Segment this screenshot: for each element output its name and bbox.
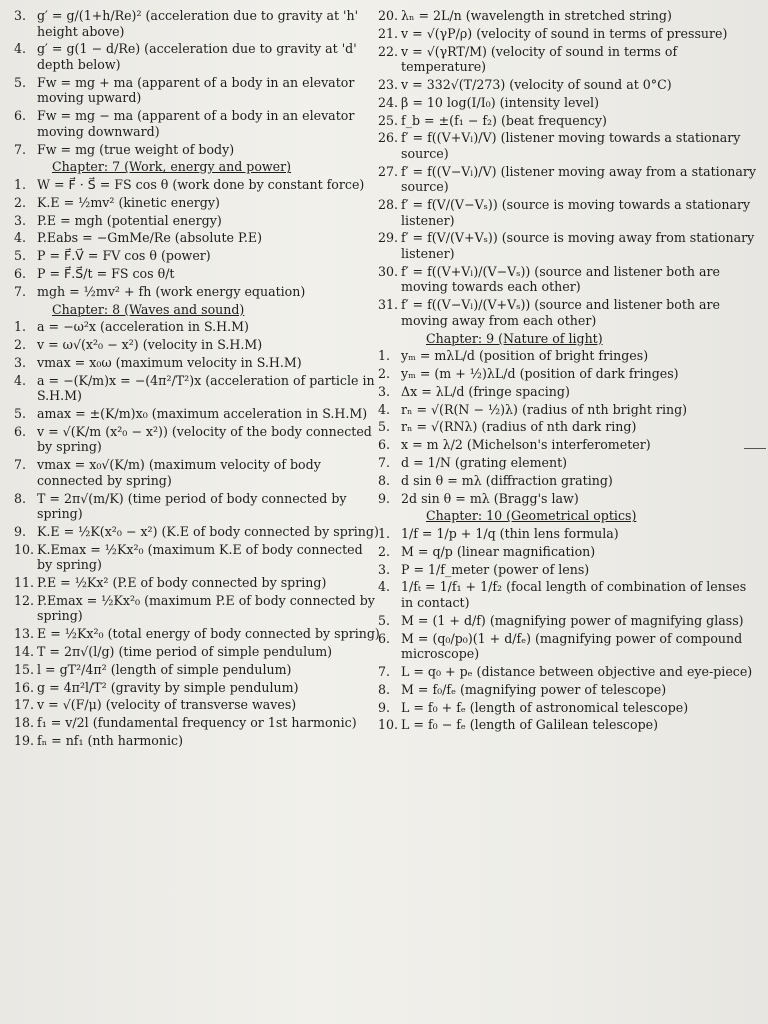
formula-entry (14, 41, 380, 72)
formula-entry (14, 424, 380, 455)
formula-entry (378, 297, 758, 328)
formula-number: 7. (378, 455, 391, 470)
formula-text: E = ½Kx²₀ (total energy of body connected by spring) (37, 626, 380, 642)
formula-text: f_b = ±(f₁ − f₂) (beat frequency) (401, 112, 607, 128)
formula-text: v = √(γP/ρ) (velocity of sound in terms of pressure) (401, 25, 728, 41)
formula-entry (378, 366, 758, 382)
chapter-heading: Chapter: 9 (Nature of light) (426, 330, 603, 346)
formula-entry (378, 437, 758, 453)
formula-text: a = −ω²x (acceleration in S.H.M) (37, 319, 249, 335)
formula-text: Fw = mg − ma (apparent of a body in an elevator moving downward) (37, 108, 355, 139)
formula-entry (14, 715, 380, 731)
formula-text: d = 1/N (grating element) (401, 455, 568, 470)
formula-number: 5. (378, 612, 391, 628)
formula-text: M = f₀/fₑ (magnifying power of telescope) (401, 681, 667, 697)
formula-text: K.E = ½mv² (kinetic energy) (37, 194, 220, 210)
formula-text: v = √(γRT/M) (velocity of sound in terms of temperature) (401, 43, 678, 75)
formula-number: 3. (14, 212, 27, 228)
formula-text: fₙ = nf₁ (nth harmonic) (37, 732, 183, 748)
formula-number: 3. (14, 354, 27, 370)
formula-number: 8. (378, 681, 391, 697)
formula-entry (14, 524, 380, 540)
formula-number: 2. (14, 337, 27, 353)
formula-number: 15. (14, 661, 35, 677)
formula-text: f′ = f((V−Vₗ)/V) (listener moving away from a stationary source) (401, 163, 757, 195)
formula-entry (14, 230, 380, 246)
formula-entry (378, 544, 758, 560)
formula-text: f′ = f((V+Vₗ)/V) (listener moving towards a stationary source) (401, 130, 741, 161)
formula-entry (378, 473, 758, 489)
formula-text: P = 1/f_meter (power of lens) (401, 561, 590, 577)
formula-number: 7. (378, 664, 391, 679)
formula-entry (14, 355, 380, 371)
formula-number: 28. (378, 197, 399, 213)
formula-entry (14, 457, 380, 488)
formula-number: 24. (378, 94, 399, 110)
formula-text: W = F⃗ · S⃗ = FS cos θ (work done by constant force) (37, 177, 365, 193)
formula-text: 2d sin θ = mλ (Bragg's law) (401, 490, 579, 506)
formula-entry (14, 575, 380, 591)
formula-entry (378, 579, 758, 610)
formula-number: 20. (378, 8, 399, 23)
margin-mark (744, 448, 766, 449)
formula-entry (14, 626, 380, 642)
formula-text: g′ = g/(1+h/Re)² (acceleration due to gravity at 'h' height above) (37, 8, 359, 39)
formula-number: 22. (378, 43, 399, 59)
formula-entry (14, 491, 380, 522)
formula-text: P.E = ½Kx² (P.E of body connected by spring) (37, 575, 327, 591)
formula-entry (14, 593, 380, 624)
formula-entry (14, 662, 380, 678)
formula-text: M = q/p (linear magnification) (401, 543, 596, 559)
formula-text: l = gT²/4π² (length of simple pendulum) (37, 661, 292, 677)
formula-text: v = ω√(x²₀ − x²) (velocity in S.H.M) (37, 337, 263, 353)
formula-entry (14, 8, 380, 39)
formula-entry (378, 562, 758, 578)
formula-text: f′ = f(V/(V+Vₛ)) (source is moving away from stationary listener) (401, 230, 755, 261)
formula-entry (378, 113, 758, 129)
formula-number: 3. (378, 561, 391, 577)
formula-number: 16. (14, 679, 35, 695)
formula-text: v = 332√(T/273) (velocity of sound at 0°C) (401, 76, 672, 92)
formula-number: 6. (378, 630, 391, 646)
formula-text: g = 4π²l/T² (gravity by simple pendulum) (37, 679, 299, 695)
formula-entry (378, 95, 758, 111)
formula-number: 5. (14, 406, 27, 422)
formula-entry (14, 337, 380, 353)
formula-text: Fw = mg (true weight of body) (37, 141, 235, 157)
formula-entry (378, 491, 758, 507)
chapter-heading: Chapter: 10 (Geometrical optics) (426, 508, 637, 524)
formula-entry (378, 402, 758, 418)
formula-number: 6. (14, 265, 27, 281)
formula-number: 25. (378, 112, 399, 128)
formula-text: f′ = f((V−Vₗ)/(V+Vₛ)) (source and listener both are moving away from each other) (401, 297, 720, 328)
formula-number: 9. (14, 523, 27, 539)
formula-number: 6. (14, 108, 27, 124)
formula-text: v = √(K/m (x²₀ − x²)) (velocity of the body connected by spring) (37, 423, 372, 455)
formula-text: M = (1 + d/f) (magnifying power of magnifying glass) (401, 612, 744, 628)
formula-number: 6. (14, 423, 27, 439)
formula-entry (14, 644, 380, 660)
formula-number: 17. (14, 697, 35, 713)
formula-number: 2. (378, 543, 391, 559)
formula-entry (378, 164, 758, 195)
formula-text: g′ = g(1 − d/Re) (acceleration due to gravity at 'd' depth below) (37, 41, 357, 72)
formula-number: 5. (14, 74, 27, 90)
formula-text: vmax = x₀√(K/m) (maximum velocity of body connected by spring) (37, 457, 321, 488)
formula-text: T = 2π√(m/K) (time period of body connected by spring) (37, 490, 347, 522)
formula-number: 4. (14, 372, 27, 388)
formula-text: 1/f = 1/p + 1/q (thin lens formula) (401, 526, 619, 542)
formula-entry (378, 455, 758, 471)
formula-number: 7. (14, 283, 27, 299)
formula-number: 31. (378, 297, 399, 313)
formula-entry (14, 284, 380, 300)
formula-entry (14, 680, 380, 696)
formula-number: 4. (14, 41, 27, 57)
formula-number: 1. (378, 348, 391, 364)
formula-entry (14, 75, 380, 106)
formula-entry (378, 8, 758, 24)
formula-number: 1. (14, 319, 27, 335)
formula-entry (378, 700, 758, 716)
formula-number: 4. (378, 579, 391, 595)
formula-text: P = F⃗.V⃗ = FV cos θ (power) (37, 248, 211, 264)
formula-number: 10. (378, 717, 399, 733)
formula-entry (14, 373, 380, 404)
formula-entry (378, 230, 758, 261)
formula-number: 5. (14, 248, 27, 264)
formula-text: P = F⃗.S⃗/t = FS cos θ/t (37, 265, 175, 281)
formula-entry (378, 717, 758, 733)
formula-text: vmax = x₀ω (maximum velocity in S.H.M) (37, 354, 302, 370)
formula-text: f′ = f(V/(V−Vₛ)) (source is moving towards a stationary listener) (401, 197, 751, 228)
formula-text: T = 2π√(l/g) (time period of simple pendulum) (37, 644, 333, 660)
formula-text: L = f₀ + fₑ (length of astronomical telescope) (401, 699, 689, 715)
formula-text: rₙ = √(RNλ) (radius of nth dark ring) (401, 419, 637, 435)
right-column (378, 8, 758, 735)
formula-text: P.Emax = ½Kx²₀ (maximum P.E of body connected by spring) (37, 592, 375, 624)
formula-entry (14, 248, 380, 264)
formula-number: 8. (14, 490, 27, 506)
formula-number: 1. (14, 177, 27, 193)
formula-entry (14, 213, 380, 229)
formula-number: 4. (378, 401, 391, 417)
formula-number: 3. (14, 8, 27, 23)
formula-entry (14, 142, 380, 158)
formula-number: 23. (378, 76, 399, 92)
formula-text: yₘ = mλL/d (position of bright fringes) (401, 348, 649, 364)
formula-number: 10. (14, 541, 35, 557)
formula-entry (378, 26, 758, 42)
formula-text: rₙ = √(R(N − ½)λ) (radius of nth bright ring) (401, 401, 688, 417)
formula-entry (14, 177, 380, 193)
formula-text: d sin θ = mλ (diffraction grating) (401, 472, 613, 488)
formula-text: P.E = mgh (potential energy) (37, 212, 222, 228)
formula-number: 29. (378, 230, 399, 246)
chapter-heading: Chapter: 7 (Work, energy and power) (52, 159, 292, 175)
formula-entry (14, 195, 380, 211)
formula-entry (378, 44, 758, 75)
formula-text: Fw = mg + ma (apparent of a body in an elevator moving upward) (37, 74, 355, 106)
formula-text: 1/fₜ = 1/f₁ + 1/f₂ (focal length of combination of lenses in contact) (401, 579, 747, 611)
formula-entry (14, 697, 380, 713)
formula-number: 13. (14, 626, 35, 642)
formula-number: 5. (378, 419, 391, 435)
formula-entry (378, 197, 758, 228)
formula-number: 18. (14, 715, 35, 731)
formula-text: x = m λ/2 (Michelson's interferometer) (401, 437, 651, 453)
formula-number: 30. (378, 263, 399, 279)
formula-entry (14, 406, 380, 422)
formula-text: f₁ = v/2l (fundamental frequency or 1st harmonic) (37, 715, 357, 731)
formula-entry (378, 419, 758, 435)
formula-number: 8. (378, 472, 391, 488)
formula-entry (378, 664, 758, 680)
formula-number: 1. (378, 526, 391, 542)
formula-text: K.Emax = ½Kx²₀ (maximum K.E of body connected by spring) (37, 541, 363, 573)
formula-number: 7. (14, 457, 27, 473)
formula-text: K.E = ½K(x²₀ − x²) (K.E of body connected by spring) (37, 523, 379, 539)
formula-number: 6. (378, 437, 391, 453)
formula-entry (378, 384, 758, 400)
formula-number: 7. (14, 141, 27, 157)
formula-number: 4. (14, 230, 27, 246)
formula-number: 2. (14, 194, 27, 210)
formula-number: 11. (14, 575, 35, 591)
formula-text: β = 10 log(I/I₀) (intensity level) (401, 94, 599, 110)
formula-number: 9. (378, 490, 391, 506)
formula-entry (378, 526, 758, 542)
formula-text: M = (q₀/p₀)(1 + d/fₑ) (magnifying power of compound microscope) (401, 630, 743, 662)
formula-text: L = f₀ − fₑ (length of Galilean telescope) (401, 717, 658, 733)
formula-number: 2. (378, 366, 391, 382)
formula-text: a = −(K/m)x = −(4π²/T²)x (acceleration of particle in S.H.M) (37, 372, 375, 404)
formula-entry (378, 682, 758, 698)
formula-text: P.Eabs = −GmMe/Re (absolute P.E) (37, 230, 263, 246)
formula-number: 3. (378, 383, 391, 399)
formula-text: Δx = λL/d (fringe spacing) (401, 383, 570, 399)
formula-entry (14, 542, 380, 573)
formula-text: yₘ = (m + ½)λL/d (position of dark fringes) (401, 366, 679, 382)
left-column (14, 8, 380, 751)
formula-text: λₙ = 2L/n (wavelength in stretched string) (401, 8, 672, 23)
formula-entry (378, 613, 758, 629)
formula-entry (14, 733, 380, 749)
formula-number: 26. (378, 130, 399, 146)
formula-entry (14, 266, 380, 282)
formula-number: 21. (378, 25, 399, 41)
formula-entry (378, 631, 758, 662)
formula-text: v = √(F/μ) (velocity of transverse waves) (37, 697, 297, 713)
formula-entry (378, 264, 758, 295)
formula-text: mgh = ½mv² + fh (work energy equation) (37, 283, 306, 299)
formula-number: 14. (14, 644, 35, 660)
formula-entry (14, 319, 380, 335)
formula-text: f′ = f((V+Vₗ)/(V−Vₛ)) (source and listener both are moving towards each other) (401, 263, 720, 295)
formula-number: 12. (14, 592, 35, 608)
formula-entry (378, 130, 758, 161)
formula-number: 9. (378, 699, 391, 715)
formula-text: amax = ±(K/m)x₀ (maximum acceleration in S.H.M) (37, 406, 368, 422)
formula-number: 19. (14, 732, 35, 748)
formula-entry (378, 77, 758, 93)
formula-text: L = q₀ + pₑ (distance between objective and eye-piece) (401, 664, 753, 679)
formula-entry (378, 348, 758, 364)
formula-entry (14, 108, 380, 139)
formula-number: 27. (378, 163, 399, 179)
chapter-heading: Chapter: 8 (Waves and sound) (52, 301, 245, 317)
